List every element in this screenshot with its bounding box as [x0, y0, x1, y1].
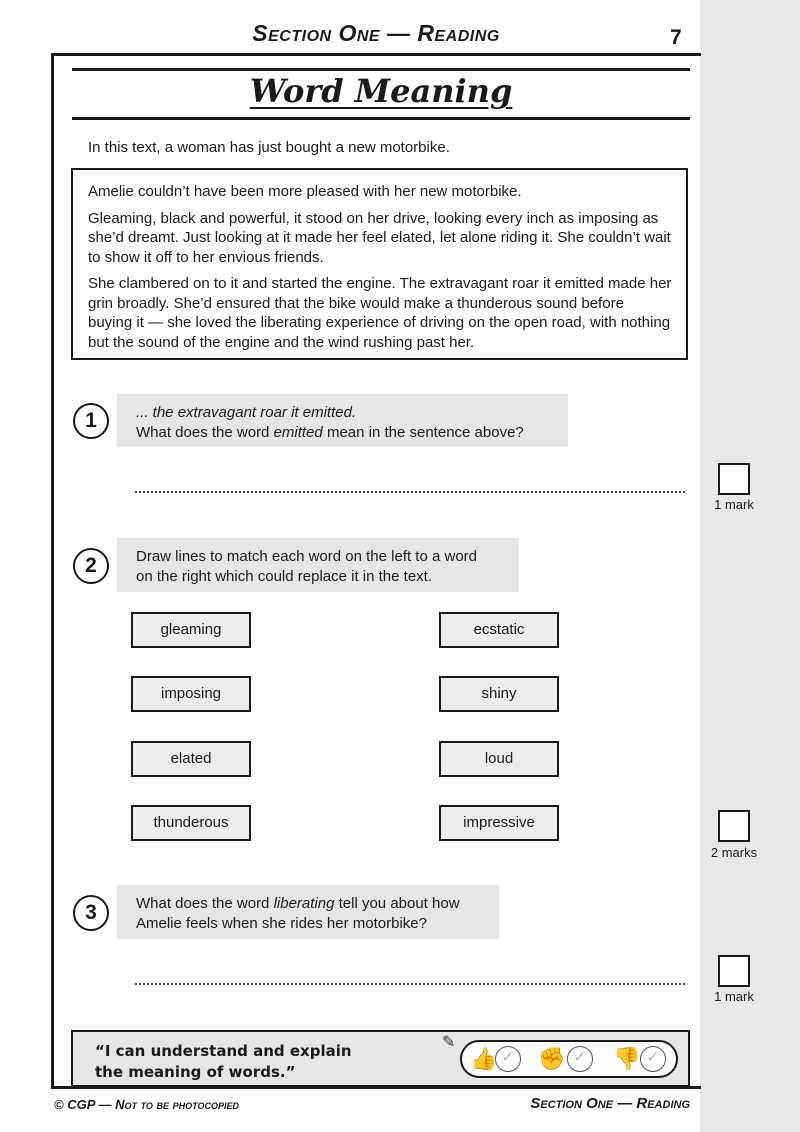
question-3-line-2: Amelie feels when she rides her motorbike? — [136, 915, 427, 932]
mark-box-2[interactable] — [718, 810, 750, 842]
frame-top-rule — [51, 53, 701, 56]
mark-box-1[interactable] — [718, 463, 750, 495]
right-word-box[interactable]: impressive — [439, 805, 559, 841]
thumbs-sideways-icon: ✊ — [538, 1046, 566, 1071]
page-title — [72, 72, 690, 110]
statement-line-1: “I can understand and explain — [95, 1042, 352, 1060]
frame-left-rule — [51, 53, 54, 1089]
mark-box-3[interactable] — [718, 955, 750, 987]
thumbs-up-icon: 👍 — [470, 1046, 498, 1071]
marks-margin — [700, 0, 800, 1132]
question-3-line-1 — [136, 894, 485, 914]
title-rule-top — [72, 68, 690, 71]
page-number: 7 — [670, 26, 682, 49]
question-3-box — [117, 885, 499, 939]
prompt-text: tell you about how — [334, 895, 460, 912]
section-footer: Section One — Reading — [530, 1095, 690, 1112]
left-word-box[interactable]: gleaming — [131, 612, 251, 648]
left-word-box[interactable]: imposing — [131, 676, 251, 712]
self-assessment-statement — [95, 1041, 352, 1083]
question-2-line-1: Draw lines to match each word on the left to a word — [136, 548, 478, 565]
mark-label-1: 1 mark — [714, 497, 754, 512]
left-word-box[interactable]: thunderous — [131, 805, 251, 841]
answer-line-1[interactable] — [135, 491, 685, 493]
pencil-icon: ✎ — [442, 1034, 456, 1051]
question-2-line-2: on the right which could replace it in the text. — [136, 568, 433, 585]
question-number-1: 1 — [73, 403, 109, 439]
right-word-box[interactable]: loud — [439, 741, 559, 777]
question-1-box — [117, 394, 568, 447]
passage-paragraph: She clambered on to it and started the engine. The extravagant roar it emitted made her grin broadly. She’d ensured that the bike would make a thunderous sound before buying it — she loved the liberating experience of driving on the open road, with nothing but the sound of the engine and the wind rushing past her. — [88, 275, 672, 351]
page-title-text: Word Meaning — [249, 72, 513, 110]
mark-label-3: 1 mark — [714, 989, 754, 1004]
question-1-prompt — [136, 423, 554, 443]
tick-circle-needs-work[interactable]: ✓ — [640, 1046, 666, 1072]
prompt-keyword: emitted — [273, 424, 323, 441]
tick-circle-good[interactable]: ✓ — [495, 1046, 521, 1072]
right-word-box[interactable]: ecstatic — [439, 612, 559, 648]
thumbs-down-icon: 👎 — [613, 1046, 641, 1071]
question-1-quote: ... the extravagant roar it emitted. — [136, 404, 357, 421]
mark-label-2: 2 marks — [710, 845, 758, 860]
title-rule-bottom — [72, 117, 690, 120]
copyright-footer: © CGP — Not to be photocopied — [54, 1097, 240, 1112]
question-number-2: 2 — [73, 548, 109, 584]
left-word-box[interactable]: elated — [131, 741, 251, 777]
section-header: Section One — Reading — [252, 20, 500, 46]
answer-line-3[interactable] — [135, 983, 685, 985]
prompt-text: mean in the sentence above? — [322, 424, 524, 441]
prompt-keyword: liberating — [273, 895, 335, 912]
passage-paragraph: Gleaming, black and powerful, it stood on her drive, looking every inch as imposing as she’d dreamt. Just looking at it made her feel elated, let alone riding it. She couldn’t wait to show it off to her envious friends. — [88, 209, 671, 266]
statement-line-2: the meaning of words.” — [95, 1063, 296, 1081]
passage-paragraph: Amelie couldn’t have been more pleased with her new motorbike. — [88, 183, 522, 200]
tick-circle-okay[interactable]: ✓ — [567, 1046, 593, 1072]
question-number-3: 3 — [73, 895, 109, 931]
prompt-text: What does the word — [136, 895, 274, 912]
intro-text: In this text, a woman has just bought a new motorbike. — [88, 139, 450, 156]
right-word-box[interactable]: shiny — [439, 676, 559, 712]
passage-box — [71, 168, 688, 360]
question-2-box — [117, 538, 519, 592]
prompt-text: What does the word — [136, 424, 274, 441]
